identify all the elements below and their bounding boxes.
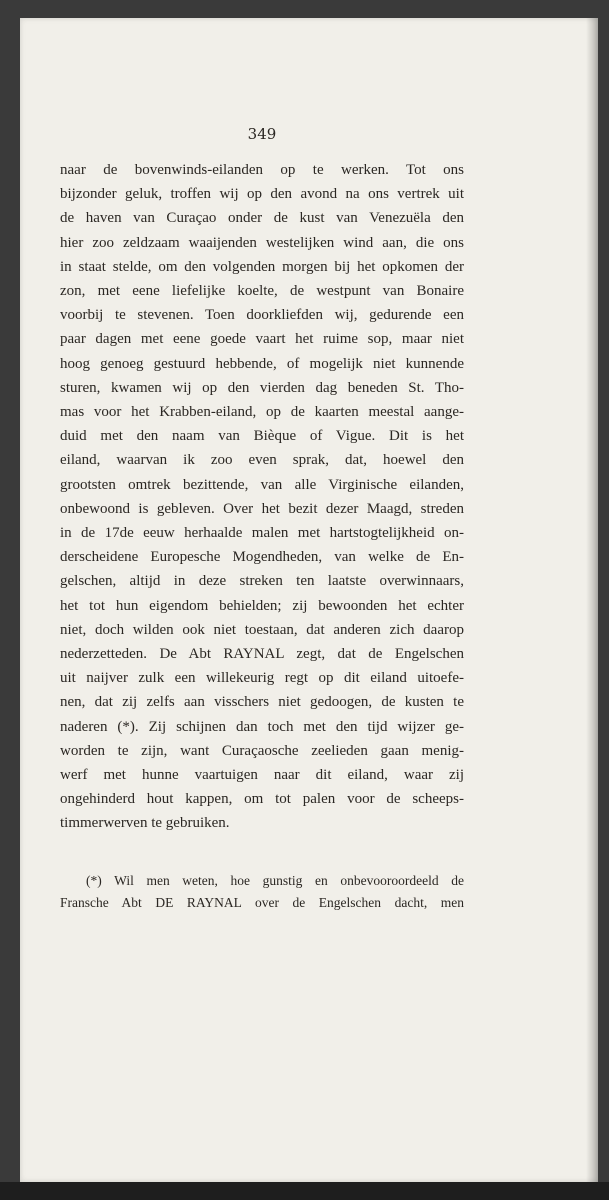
page-number: 349: [247, 125, 277, 143]
text-line: de haven van Curaçao onder de kust van Venezuëla den: [60, 210, 464, 227]
text-line: bijzonder geluk, troffen wij op den avond na ons vertrek uit: [60, 186, 464, 203]
body-text: [60, 158, 464, 836]
text-line: derscheidene Europesche Mogendheden, van welke de En-: [60, 549, 464, 566]
footnote-line: (*) Wil men weten, hoe gunstig en onbevooroordeeld de: [86, 873, 464, 888]
text-line: onbewoond is gebleven. Over het bezit dezer Maagd, streden: [60, 500, 464, 517]
page-edge-shadow: [586, 18, 598, 1182]
text-line: gelschen, altijd in deze streken ten laatste overwinnaars,: [60, 573, 464, 590]
text-block: [60, 18, 464, 1182]
text-line: duid met den naam van Bièque of Vigue. Dit is het: [60, 428, 464, 445]
scan-bottom-edge: [0, 1182, 609, 1200]
text-line: timmerwerven te gebruiken.: [60, 815, 230, 832]
text-line: niet, doch wilden ook niet toestaan, dat anderen zich daarop: [60, 621, 464, 638]
text-line: het tot hun eigendom behielden; zij bewoonden het echter: [60, 597, 464, 614]
text-line: grootsten omtrek bezittende, van alle Virginische eilanden,: [60, 476, 464, 493]
text-line: naar de bovenwinds-eilanden op te werken. Tot ons: [60, 162, 464, 178]
text-line: werf met hunne vaartuigen naar dit eiland, waar zij: [60, 767, 464, 784]
text-line: worden te zijn, want Curaçaosche zeelieden gaan menig-: [60, 742, 464, 759]
text-line: eiland, waarvan ik zoo even sprak, dat, hoewel den: [60, 452, 464, 469]
text-line: voorbij te stevenen. Toen doorkliefden wij, gedurende een: [60, 307, 464, 324]
footnote-line: Fransche Abt DE RAYNAL over de Engelschen dacht, men: [60, 895, 464, 910]
text-line: nen, dat zij zelfs aan visschers niet gedoogen, de kusten te: [60, 694, 464, 711]
text-line: naderen (*). Zij schijnen dan toch met den tijd wijzer ge-: [60, 718, 464, 735]
text-line: uit naijver zulk een willekeurig regt op dit eiland uitoefe-: [60, 670, 464, 687]
text-line: hier zoo zeldzaam waaijenden westelijken wind aan, die ons: [60, 234, 464, 251]
text-line: in de 17de eeuw herhaalde malen met hartstogtelijkheid on-: [60, 525, 464, 542]
text-line: ongehinderd hout kappen, om tot palen voor de scheeps-: [60, 791, 464, 808]
text-line: in staat stelde, om den volgenden morgen bij het opkomen der: [60, 258, 464, 275]
text-line: mas voor het Krabben-eiland, op de kaarten meestal aange-: [60, 404, 464, 421]
text-line: sturen, kwamen wij op den vierden dag beneden St. Tho-: [60, 379, 464, 396]
footnote: [60, 870, 464, 914]
text-line: zon, met eene liefelijke koelte, de westpunt van Bonaire: [60, 283, 464, 300]
text-line: hoog genoeg gestuurd hebbende, of mogelijk niet kunnende: [60, 355, 464, 372]
text-line: nederzetteden. De Abt RAYNAL zegt, dat de Engelschen: [60, 646, 464, 663]
book-page: [20, 18, 598, 1182]
text-line: paar dagen met eene goede vaart het ruime sop, maar niet: [60, 331, 464, 348]
